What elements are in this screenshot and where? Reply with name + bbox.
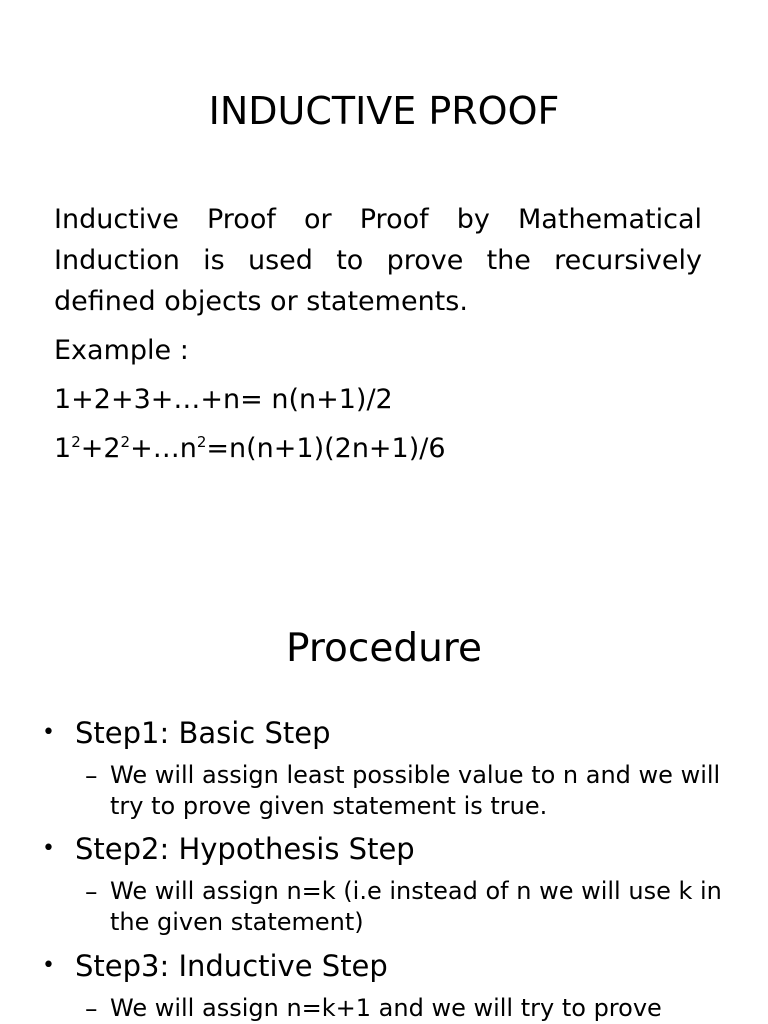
step-detail-text: We will assign least possible value to n and we will try to prove given statement is true.: [110, 761, 721, 820]
slide-title: Procedure: [286, 626, 482, 671]
formula-part: 1: [54, 433, 72, 464]
sum-formula: 1+2+3+…+n= n(n+1)/2: [54, 384, 393, 415]
step-detail-text: We will assign n=k+1 and we will try to prove: [110, 994, 662, 1022]
step-label: Step1: Basic Step: [75, 716, 331, 750]
square-sum-formula: [54, 432, 446, 466]
dash-icon: –: [85, 761, 98, 790]
step-label: Step3: Inductive Step: [75, 949, 388, 983]
slide-title: INDUCTIVE PROOF: [208, 89, 560, 133]
formula-part: +…n: [130, 433, 197, 464]
bullet-icon: •: [42, 953, 55, 978]
bullet-icon: •: [42, 720, 55, 745]
bullet-icon: •: [42, 836, 55, 861]
exponent: 2: [120, 433, 131, 451]
example-label: Example :: [54, 335, 189, 366]
formula-part: +2: [80, 433, 121, 464]
dash-icon: –: [85, 877, 98, 906]
step-detail-text: We will assign n=k (i.e instead of n we will use k in the given statement): [110, 877, 722, 936]
definition-paragraph: Inductive Proof or Proof by Mathematical Induction is used to prove the recursively defined objects or statements.: [54, 204, 702, 317]
formula-part: =n(n+1)(2n+1)/6: [206, 433, 446, 464]
exponent: 2: [196, 433, 207, 451]
dash-icon: –: [85, 994, 98, 1023]
step-label: Step2: Hypothesis Step: [75, 832, 415, 866]
exponent: 2: [71, 433, 81, 451]
slide-procedure: [0, 512, 768, 1024]
